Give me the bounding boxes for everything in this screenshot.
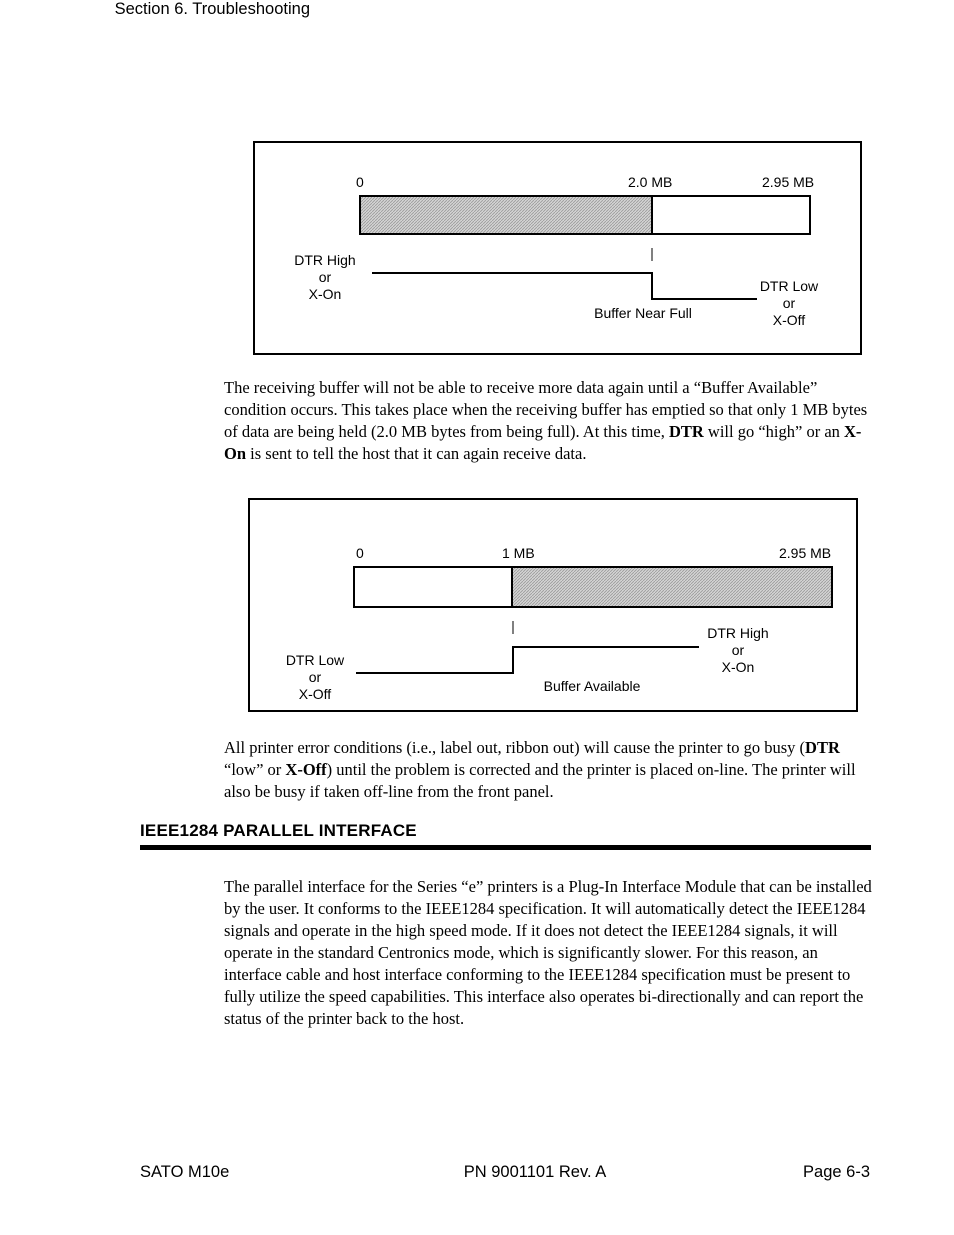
right-state-line-3: X-Off — [772, 312, 806, 328]
buffer-start-label: 0 — [356, 174, 364, 190]
signal-line — [356, 647, 699, 673]
footer-part-number: PN 9001101 Rev. A — [463, 1163, 607, 1181]
buffer-filled-region — [512, 567, 832, 607]
buffer-filled-region — [360, 196, 652, 234]
buffer-end-label: 2.95 MB — [779, 545, 832, 561]
bold-term: X-Off — [285, 760, 327, 779]
paragraph-text: ) until the problem is corrected and the printer is placed on-line. The printer will also be busy if taken off-line from the front panel. — [224, 760, 856, 801]
buffer-end-label: 2.95 MB — [762, 174, 815, 190]
bold-term: DTR — [805, 738, 840, 757]
paragraph-text: “low” or — [224, 760, 286, 779]
buffer-threshold-label: 1 MB — [502, 545, 535, 561]
left-state-line-3: X-Off — [298, 686, 332, 702]
left-state-line-1: DTR Low — [285, 652, 345, 668]
event-label: Buffer Near Full — [594, 305, 692, 321]
paragraph-text: The receiving buffer will not be able to receive more data again until a “Buffer Available” condition occurs. This takes place when the receiving buffer has emptied so that only 1 MB bytes of data are being held (2.0 MB bytes from being full). At this time, — [224, 378, 868, 441]
left-state-line-1: DTR High — [294, 252, 356, 268]
running-header: Section 6. Troubleshooting — [114, 0, 310, 18]
right-state-line-2: or — [782, 295, 796, 311]
buffer-threshold-label: 2.0 MB — [628, 174, 673, 190]
paragraph-buffer-available — [224, 377, 872, 465]
right-state-line-1: DTR High — [707, 625, 769, 641]
left-state-line-2: or — [308, 669, 322, 685]
right-state-line-1: DTR Low — [759, 278, 819, 294]
right-state-line-2: or — [731, 642, 745, 658]
buffer-near-full-diagram — [253, 141, 862, 355]
section-heading: IEEE1284 PARALLEL INTERFACE — [140, 821, 417, 840]
footer-page-number: Page 6-3 — [803, 1163, 870, 1181]
buffer-start-label: 0 — [356, 545, 364, 561]
buffer-available-diagram — [248, 498, 858, 712]
footer-product: SATO M10e — [140, 1163, 230, 1181]
left-state-line-3: X-On — [308, 286, 342, 302]
paragraph-text: will go “high” or an — [703, 422, 845, 441]
left-state-line-2: or — [318, 269, 332, 285]
bold-term: DTR — [668, 422, 704, 441]
bold-term: X-On — [224, 422, 862, 463]
event-label: Buffer Available — [543, 678, 641, 694]
paragraph-text: is sent to tell the host that it can again receive data. — [246, 444, 587, 463]
paragraph-parallel-interface: The parallel interface for the Series “e” printers is a Plug-In Interface Module that can be installed by the user. It conforms to the IEEE1284 specification. It will automatically detect the IEEE1284 signals and operate in the high speed mode. If it does not detect the IEEE1284 signals, it will operate in the standard Centronics mode, which is significantly slower. For this reason, an interface cable and host interface conforming to the IEEE1284 specification must be present to fully utilize the speed capabilities. This interface also operates bi-directionally and can report the status of the printer back to the host. — [224, 877, 872, 1028]
section-rule — [140, 845, 871, 850]
paragraph-text: All printer error conditions (i.e., label out, ribbon out) will cause the printer to go busy ( — [224, 738, 806, 757]
signal-line — [372, 273, 757, 299]
right-state-line-3: X-On — [721, 659, 755, 675]
paragraph-error-conditions — [224, 737, 872, 803]
